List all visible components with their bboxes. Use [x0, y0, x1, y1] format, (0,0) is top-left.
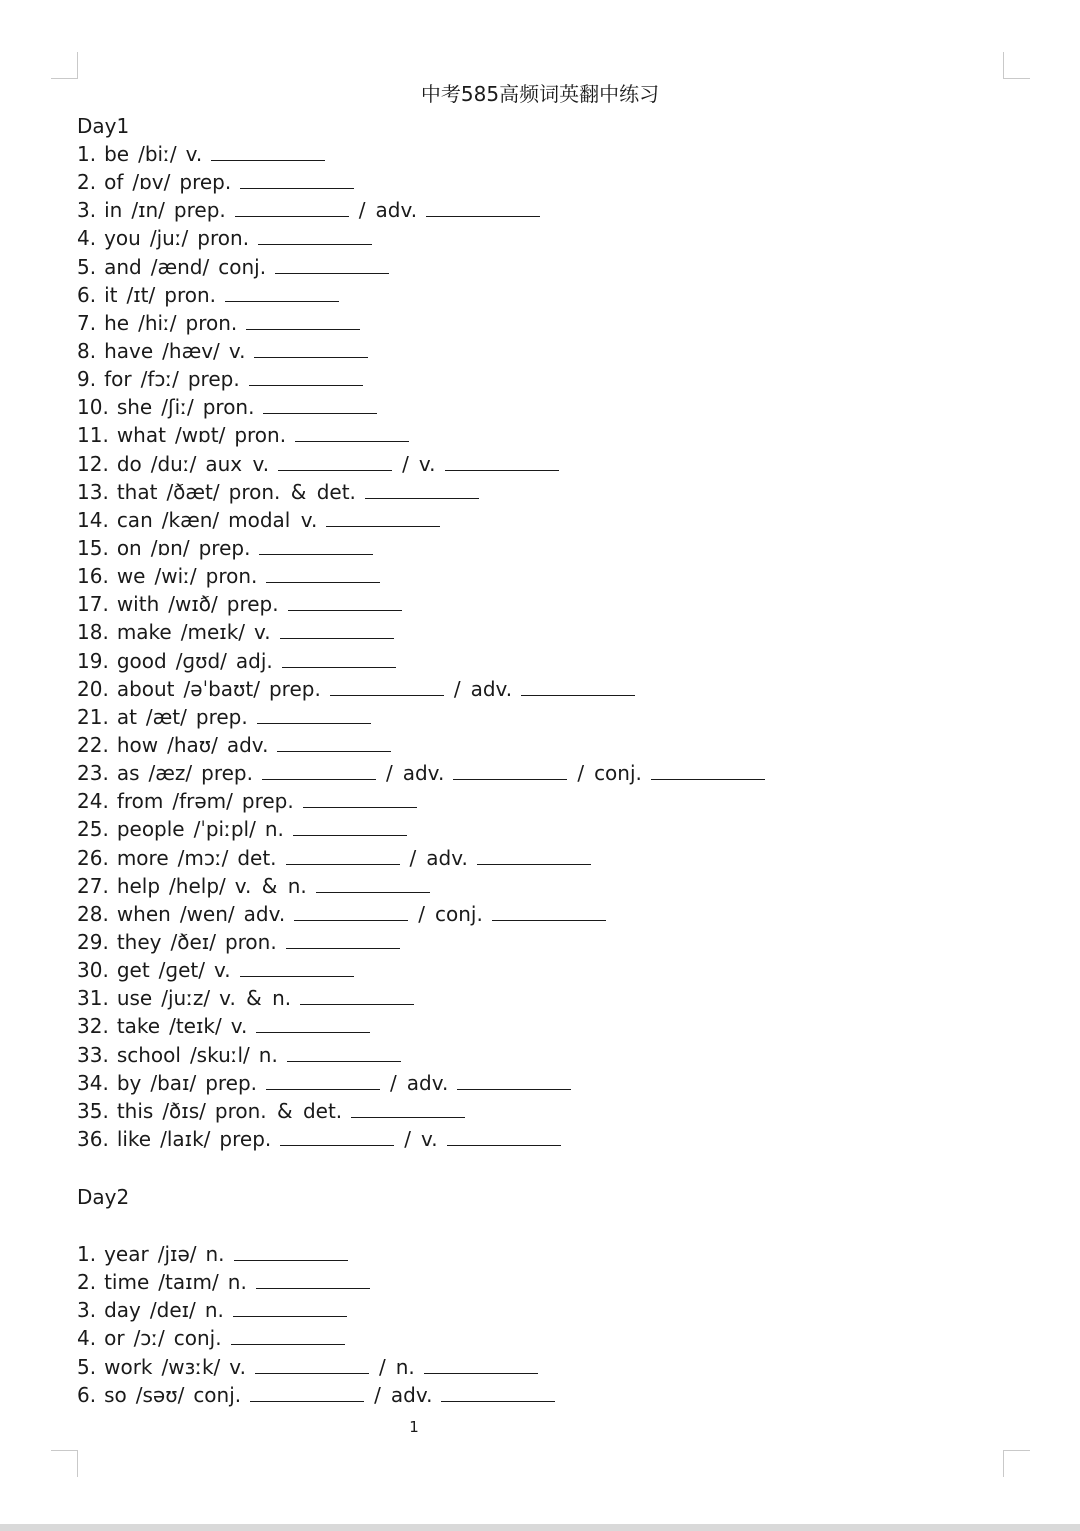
part-of-speech: prep. [268, 676, 321, 701]
part-of-speech: n. [227, 1270, 247, 1295]
answer-blank[interactable] [280, 618, 394, 639]
part-of-speech: v. [213, 958, 231, 983]
part-of-speech: prep. [173, 198, 226, 223]
answer-blank[interactable] [365, 478, 479, 499]
item-number: 10. [77, 395, 109, 420]
item-number: 6. [77, 282, 97, 307]
part-of-speech: prep. [179, 170, 232, 195]
list-item [77, 703, 977, 731]
slash-separator: / [374, 1382, 381, 1407]
part-of-speech: n. [395, 1354, 415, 1379]
english-word: about [116, 676, 175, 701]
item-number: 1. [77, 1242, 97, 1266]
item-number: 8. [77, 338, 97, 363]
item-number: 22. [77, 732, 109, 757]
part-of-speech: conj. [594, 761, 642, 786]
english-word: more [116, 845, 169, 870]
part-of-speech: prep. [187, 367, 240, 392]
item-number: 19. [77, 648, 109, 673]
phonetic-transcription: /fɔː/ [140, 367, 179, 392]
answer-blank[interactable] [266, 1069, 380, 1090]
page-title: 中考585高频词英翻中练习 [420, 82, 660, 106]
part-of-speech: v. [229, 1354, 246, 1379]
answer-blank[interactable] [441, 1381, 555, 1402]
item-number: 1. [77, 142, 97, 166]
part-of-speech: conj. [193, 1382, 242, 1407]
list-item [77, 618, 977, 646]
list-item [77, 506, 977, 534]
day1-heading: Day1 [77, 114, 130, 138]
item-number: 26. [77, 845, 109, 870]
english-word: or [104, 1326, 125, 1351]
answer-blank[interactable] [249, 365, 363, 386]
answer-blank[interactable] [240, 168, 354, 189]
list-item [77, 562, 977, 590]
slash-separator: / [577, 761, 585, 786]
answer-blank[interactable] [262, 759, 376, 780]
answer-blank[interactable] [521, 675, 635, 696]
phonetic-transcription: /æt/ [145, 704, 187, 729]
english-word: good [116, 648, 167, 673]
list-item [77, 1041, 977, 1069]
item-number: 4. [77, 1326, 97, 1351]
crop-mark-top-right [1003, 52, 1030, 79]
english-word: and [104, 254, 142, 279]
phonetic-transcription: /əˈbaʊt/ [183, 676, 260, 701]
part-of-speech: n. [204, 1298, 224, 1323]
day1-word-list [77, 140, 977, 1153]
phonetic-transcription: /səʊ/ [135, 1382, 185, 1407]
answer-blank[interactable] [231, 1324, 345, 1345]
phonetic-transcription: /ɒn/ [150, 535, 190, 560]
crop-mark-bottom-right [1003, 1450, 1030, 1477]
phonetic-transcription: /juː/ [149, 226, 189, 251]
answer-blank[interactable] [492, 900, 606, 921]
english-word: what [116, 423, 166, 448]
answer-blank[interactable] [255, 1353, 369, 1374]
english-word: be [104, 142, 130, 166]
part-of-speech: prep. [198, 535, 251, 560]
list-item [77, 140, 977, 168]
answer-blank[interactable] [303, 787, 417, 808]
list-item [77, 1012, 977, 1040]
item-number: 31. [77, 986, 109, 1011]
part-of-speech: adv. [470, 676, 513, 701]
english-word: of [104, 170, 124, 195]
slash-separator: / [409, 845, 417, 870]
phonetic-transcription: /haʊ/ [167, 732, 218, 757]
list-item [77, 168, 977, 196]
answer-blank[interactable] [259, 534, 373, 555]
list-item [77, 675, 977, 703]
item-number: 7. [77, 310, 97, 335]
day2-word-list [77, 1240, 977, 1409]
part-of-speech: n. [264, 817, 284, 842]
phonetic-transcription: /mɔː/ [177, 845, 229, 870]
english-word: she [116, 395, 153, 420]
part-of-speech: v. [228, 338, 246, 363]
part-of-speech: prep. [195, 704, 248, 729]
phonetic-transcription: /kæn/ [161, 507, 220, 532]
phonetic-transcription: /ɪt/ [126, 282, 156, 307]
part-of-speech: n. [258, 1042, 278, 1067]
phonetic-transcription: /æz/ [148, 761, 193, 786]
answer-blank[interactable] [250, 1381, 364, 1402]
part-of-speech: conj. [218, 254, 267, 279]
part-of-speech: pron. [224, 929, 277, 954]
phonetic-transcription: /ɡʊd/ [175, 648, 227, 673]
part-of-speech: adv. [243, 901, 286, 926]
slash-separator: / [390, 1070, 397, 1095]
item-number: 2. [77, 170, 97, 195]
english-word: by [116, 1070, 142, 1095]
english-word: make [116, 620, 172, 645]
answer-blank[interactable] [287, 1041, 401, 1062]
item-number: 3. [77, 1298, 97, 1323]
answer-blank[interactable] [263, 393, 377, 414]
list-item [77, 731, 977, 759]
answer-blank[interactable] [256, 1012, 370, 1033]
list-item [77, 421, 977, 449]
answer-blank[interactable] [233, 1296, 347, 1317]
list-item [77, 590, 977, 618]
item-number: 20. [77, 676, 109, 701]
part-of-speech: det. [237, 845, 277, 870]
part-of-speech: pron. & det. [228, 479, 356, 504]
english-word: take [116, 1014, 161, 1039]
list-item [77, 1097, 977, 1125]
item-number: 25. [77, 817, 109, 842]
part-of-speech: prep. [219, 1126, 272, 1151]
english-word: when [116, 901, 171, 926]
english-word: you [104, 226, 141, 251]
list-item [77, 1125, 977, 1153]
phonetic-transcription: /ɔː/ [133, 1326, 165, 1351]
item-number: 28. [77, 901, 109, 926]
answer-blank[interactable] [457, 1069, 571, 1090]
english-word: work [104, 1354, 153, 1379]
part-of-speech: adv. [402, 761, 445, 786]
crop-mark-bottom-left [51, 1450, 78, 1477]
phonetic-transcription: /teɪk/ [169, 1014, 222, 1039]
english-word: year [104, 1242, 149, 1266]
answer-blank[interactable] [286, 928, 400, 949]
answer-blank[interactable] [282, 647, 396, 668]
item-number: 4. [77, 226, 97, 251]
english-word: that [116, 479, 158, 504]
phonetic-transcription: /jɪə/ [157, 1242, 197, 1266]
part-of-speech: v. [418, 451, 436, 476]
part-of-speech: pron. [202, 395, 255, 420]
item-number: 35. [77, 1098, 109, 1123]
part-of-speech: prep. [226, 592, 279, 617]
phonetic-transcription: /hæv/ [162, 338, 220, 363]
slash-separator: / [418, 901, 425, 926]
english-word: have [104, 338, 154, 363]
item-number: 14. [77, 507, 109, 532]
list-item [77, 196, 977, 224]
phonetic-transcription: /ɪn/ [131, 198, 165, 223]
part-of-speech: v. [230, 1014, 248, 1039]
list-item [77, 1268, 977, 1296]
part-of-speech: adj. [235, 648, 273, 673]
phonetic-transcription: /wɪð/ [168, 592, 218, 617]
list-item [77, 1353, 977, 1381]
answer-blank[interactable] [316, 872, 430, 893]
answer-blank[interactable] [275, 253, 389, 274]
answer-blank[interactable] [651, 759, 765, 780]
answer-blank[interactable] [246, 309, 360, 330]
item-number: 33. [77, 1042, 109, 1067]
english-word: as [116, 761, 140, 786]
part-of-speech: pron. [205, 564, 258, 589]
answer-blank[interactable] [447, 1125, 561, 1146]
list-item [77, 1296, 977, 1324]
list-item [77, 815, 977, 843]
list-item [77, 365, 977, 393]
english-word: day [104, 1298, 141, 1323]
english-word: like [116, 1126, 152, 1151]
english-word: how [116, 732, 159, 757]
phonetic-transcription: /juːz/ [161, 986, 211, 1011]
slash-separator: / [378, 1354, 386, 1379]
list-item [77, 928, 977, 956]
english-word: we [116, 564, 146, 589]
part-of-speech: conj. [435, 901, 483, 926]
item-number: 13. [77, 479, 109, 504]
answer-blank[interactable] [235, 196, 349, 217]
item-number: 27. [77, 873, 109, 898]
part-of-speech: aux v. [205, 451, 270, 476]
list-item [77, 253, 977, 281]
english-word: this [116, 1098, 154, 1123]
slash-separator: / [385, 761, 393, 786]
answer-blank[interactable] [294, 900, 408, 921]
viewer-bottom-edge [0, 1524, 1080, 1531]
answer-blank[interactable] [258, 224, 372, 245]
part-of-speech: v. [185, 142, 203, 166]
item-number: 11. [77, 423, 109, 448]
item-number: 6. [77, 1382, 97, 1407]
item-number: 23. [77, 761, 109, 786]
english-word: people [116, 817, 185, 842]
crop-mark-top-left [51, 52, 78, 79]
phonetic-transcription: /wiː/ [154, 564, 197, 589]
slash-separator: / [404, 1126, 412, 1151]
phonetic-transcription: /laɪk/ [160, 1126, 211, 1151]
list-item [77, 1381, 977, 1409]
phonetic-transcription: /meɪk/ [180, 620, 246, 645]
answer-blank[interactable] [445, 450, 559, 471]
phonetic-transcription: /ænd/ [150, 254, 210, 279]
answer-blank[interactable] [257, 703, 371, 724]
part-of-speech: v. [421, 1126, 438, 1151]
answer-blank[interactable] [211, 140, 325, 161]
english-word: school [116, 1042, 181, 1067]
item-number: 18. [77, 620, 109, 645]
slash-separator: / [453, 676, 461, 701]
part-of-speech: adv. [406, 1070, 449, 1095]
english-word: help [116, 873, 161, 898]
item-number: 15. [77, 535, 109, 560]
phonetic-transcription: /ðæt/ [166, 479, 220, 504]
english-word: they [116, 929, 162, 954]
phonetic-transcription: /taɪm/ [158, 1270, 219, 1295]
english-word: time [104, 1270, 150, 1295]
part-of-speech: prep. [241, 789, 294, 814]
phonetic-transcription: /deɪ/ [149, 1298, 196, 1323]
part-of-speech: modal v. [228, 507, 318, 532]
list-item [77, 1240, 977, 1268]
list-item [77, 309, 977, 337]
english-word: at [116, 704, 137, 729]
list-item [77, 759, 977, 787]
list-item [77, 1069, 977, 1097]
day2-heading: Day2 [77, 1185, 130, 1209]
list-item [77, 534, 977, 562]
item-number: 32. [77, 1014, 109, 1039]
part-of-speech: pron. [164, 282, 216, 307]
part-of-speech: v. & n. [219, 986, 292, 1011]
list-item [77, 956, 977, 984]
item-number: 3. [77, 198, 97, 223]
part-of-speech: adv. [426, 845, 468, 870]
part-of-speech: adv. [375, 198, 418, 223]
answer-blank[interactable] [278, 450, 392, 471]
part-of-speech: prep. [201, 761, 253, 786]
slash-separator: / [402, 451, 409, 476]
part-of-speech: n. [205, 1242, 225, 1266]
part-of-speech: prep. [205, 1070, 258, 1095]
item-number: 17. [77, 592, 109, 617]
phonetic-transcription: /ɒv/ [132, 170, 171, 195]
item-number: 12. [77, 451, 109, 476]
phonetic-transcription: /duː/ [150, 451, 197, 476]
item-number: 24. [77, 789, 109, 814]
part-of-speech: pron. [185, 310, 238, 335]
item-number: 16. [77, 564, 109, 589]
answer-blank[interactable] [330, 675, 444, 696]
part-of-speech: v. [254, 620, 271, 645]
part-of-speech: pron. [234, 423, 287, 448]
item-number: 34. [77, 1070, 109, 1095]
phonetic-transcription: /baɪ/ [150, 1070, 197, 1095]
list-item [77, 337, 977, 365]
answer-blank[interactable] [266, 562, 380, 583]
part-of-speech: adv. [226, 732, 269, 757]
phonetic-transcription: /biː/ [138, 142, 177, 166]
item-number: 5. [77, 1354, 97, 1379]
answer-blank[interactable] [295, 421, 409, 442]
item-number: 29. [77, 929, 109, 954]
phonetic-transcription: /frəm/ [172, 789, 233, 814]
list-item [77, 281, 977, 309]
list-item [77, 224, 977, 252]
answer-blank[interactable] [240, 956, 354, 977]
phonetic-transcription: /wɒt/ [174, 423, 226, 448]
answer-blank[interactable] [256, 1268, 370, 1289]
phonetic-transcription: /hiː/ [138, 310, 177, 335]
phonetic-transcription: /wen/ [179, 901, 235, 926]
list-item [77, 984, 977, 1012]
item-number: 21. [77, 704, 109, 729]
answer-blank[interactable] [280, 1125, 394, 1146]
answer-blank[interactable] [234, 1240, 348, 1261]
answer-blank[interactable] [351, 1097, 465, 1118]
english-word: he [104, 310, 130, 335]
answer-blank[interactable] [288, 590, 402, 611]
english-word: on [116, 535, 142, 560]
item-number: 5. [77, 254, 97, 279]
answer-blank[interactable] [453, 759, 567, 780]
answer-blank[interactable] [293, 815, 407, 836]
english-word: it [104, 282, 118, 307]
item-number: 30. [77, 958, 109, 983]
phonetic-transcription: /wɜːk/ [161, 1354, 221, 1379]
phonetic-transcription: /ˈpiːpl/ [193, 817, 256, 842]
list-item [77, 872, 977, 900]
phonetic-transcription: /ðɪs/ [162, 1098, 206, 1123]
english-word: so [104, 1382, 127, 1407]
part-of-speech: adv. [390, 1382, 433, 1407]
english-word: do [116, 451, 142, 476]
english-word: from [116, 789, 164, 814]
list-item [77, 647, 977, 675]
english-word: for [104, 367, 132, 392]
item-number: 9. [77, 367, 97, 392]
english-word: get [116, 958, 150, 983]
phonetic-transcription: /skuːl/ [189, 1042, 250, 1067]
list-item [77, 900, 977, 928]
answer-blank[interactable] [225, 281, 339, 302]
phonetic-transcription: /ʃiː/ [161, 395, 194, 420]
item-number: 36. [77, 1126, 109, 1151]
english-word: can [116, 507, 153, 532]
answer-blank[interactable] [477, 844, 591, 865]
english-word: in [104, 198, 123, 223]
answer-blank[interactable] [254, 337, 368, 358]
answer-blank[interactable] [426, 196, 540, 217]
list-item [77, 787, 977, 815]
page-number: 1 [409, 1418, 419, 1436]
phonetic-transcription: /help/ [169, 873, 226, 898]
list-item [77, 393, 977, 421]
list-item [77, 450, 977, 478]
english-word: with [116, 592, 160, 617]
item-number: 2. [77, 1270, 97, 1295]
answer-blank[interactable] [326, 506, 440, 527]
answer-blank[interactable] [286, 844, 400, 865]
phonetic-transcription: /ɡet/ [158, 958, 205, 983]
part-of-speech: pron. & det. [214, 1098, 343, 1123]
part-of-speech: conj. [173, 1326, 222, 1351]
phonetic-transcription: /ðeɪ/ [170, 929, 216, 954]
answer-blank[interactable] [300, 984, 414, 1005]
part-of-speech: pron. [197, 226, 250, 251]
list-item [77, 1324, 977, 1352]
slash-separator: / [358, 198, 366, 223]
english-word: use [116, 986, 153, 1011]
list-item [77, 844, 977, 872]
answer-blank[interactable] [424, 1353, 538, 1374]
list-item [77, 478, 977, 506]
part-of-speech: v. & n. [234, 873, 307, 898]
answer-blank[interactable] [277, 731, 391, 752]
